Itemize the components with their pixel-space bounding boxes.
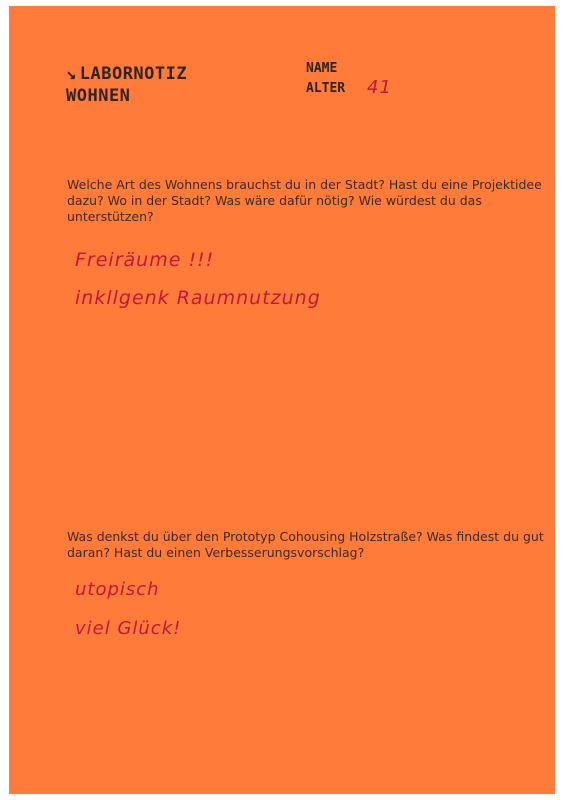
- question-1: Welche Art des Wohnens brauchst du in der Stadt? Hast du eine Projektidee dazu? Wo in der Stadt? Was wäre dafür nötig? Wie würdest du das unterstützen?: [67, 177, 542, 224]
- answer-2-line-2: viel Glück!: [75, 618, 182, 639]
- title-labornotiz: LABORNOTIZ: [79, 64, 188, 84]
- answer-1-line-2: inkllgenk Raumnutzung: [75, 287, 321, 309]
- note-card: [9, 6, 555, 794]
- age-label: ALTER: [306, 81, 346, 96]
- answer-1-line-1: Freiräume !!!: [75, 249, 215, 271]
- name-label: NAME: [306, 61, 338, 76]
- card-title-line2: WOHNEN: [66, 86, 131, 106]
- answer-2-line-1: utopisch: [75, 579, 160, 600]
- question-2: Was denkst du über den Prototyp Cohousing Holzstraße? Was findest du gut daran? Hast du einen Verbesserungsvorschlag?: [67, 529, 544, 560]
- arrow-down-right-icon: ↘: [66, 64, 77, 84]
- card-title-line1: [66, 64, 187, 84]
- age-value-handwritten: 41: [367, 77, 392, 98]
